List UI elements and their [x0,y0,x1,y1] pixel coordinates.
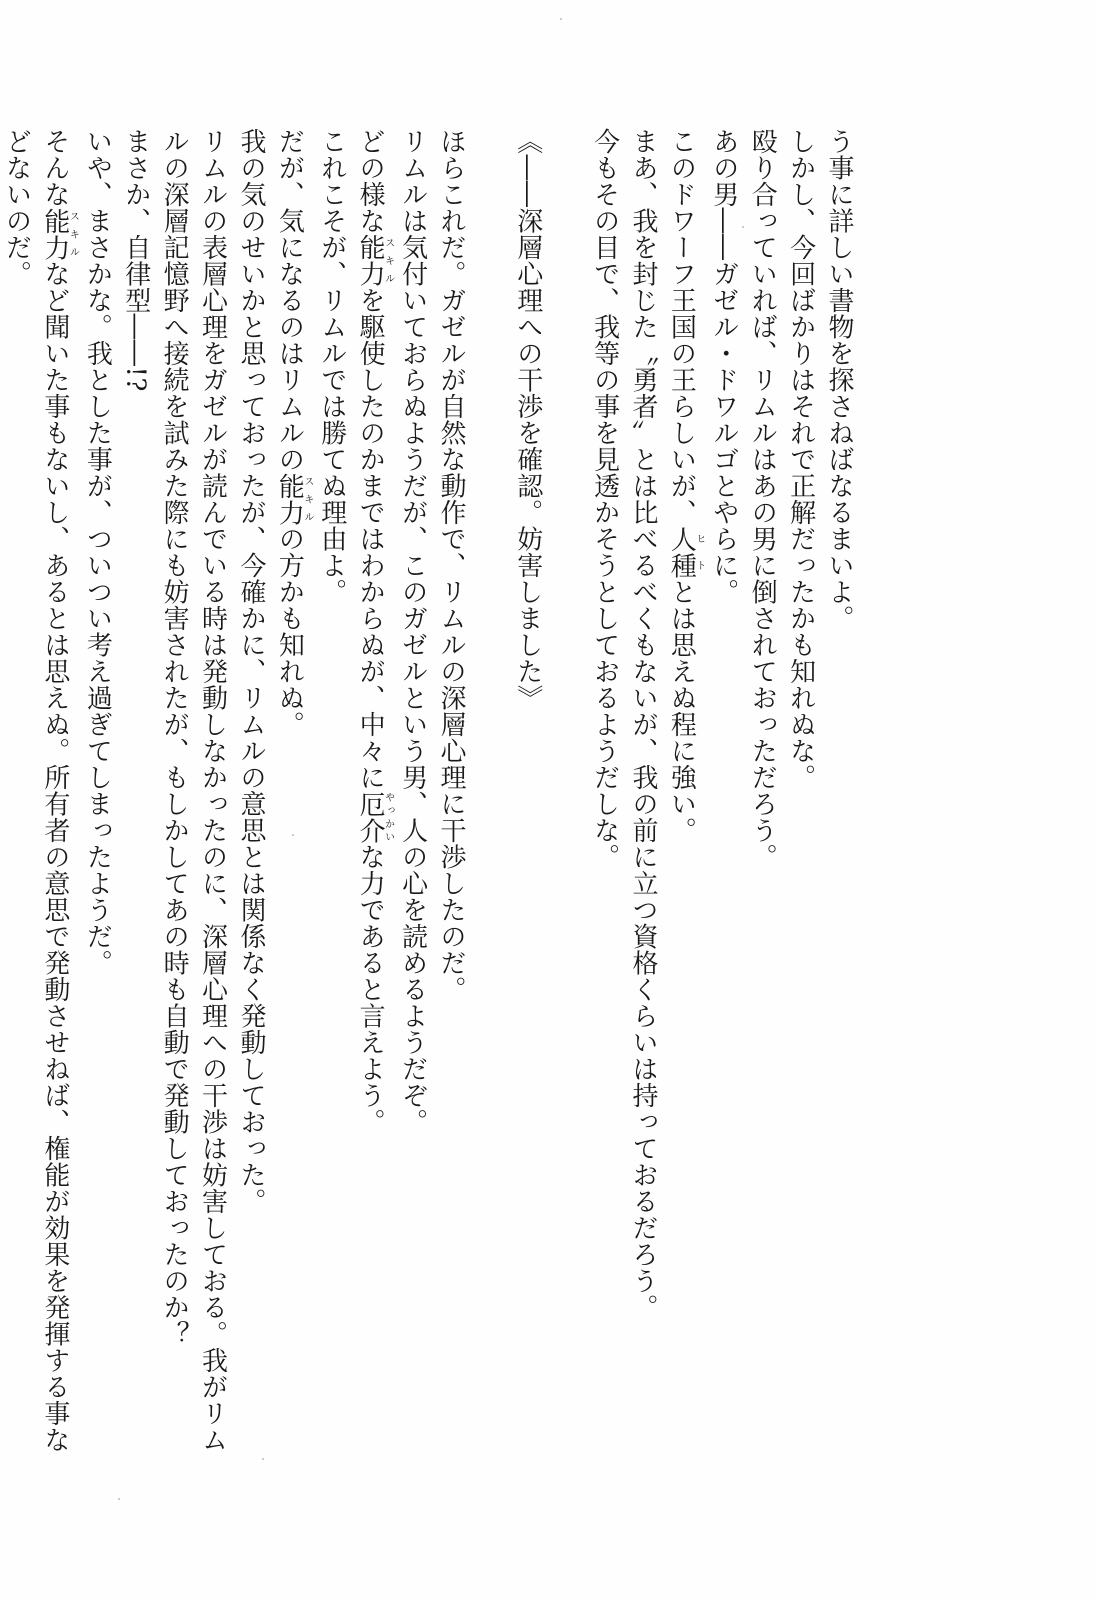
furigana: やっかい [382,790,394,844]
furigana: スキル [67,207,79,261]
text-line: リムルは気付いておらぬようだが、このガゼルという男、人の心を読めるようだぞ。 [397,128,428,1135]
blank-line [547,128,585,1568]
furigana: スキル [301,472,313,526]
text-line: まさか、自律型――!? [120,128,151,392]
furigana: ヒト [693,525,705,579]
paper-speck [560,18,562,20]
system-message-line: 《――深層心理への干渉を確認。妨害しました》 [512,128,543,711]
blank-line [470,128,508,1568]
text-line: どないのだ。 [1,128,32,287]
text-line: ほらこれだ。ガゼルが自然な動作で、リムルの深層心理に干渉したのだ。 [435,128,466,1003]
text-line: どの様な能力スキルを駆使したのかまではわからぬが、中々に厄介やっかいな力であると言えよう。 [355,128,394,1135]
text-line: だが、気になるのはリムルの能力スキルの方かも知れぬ。 [274,128,313,738]
text-line: ルの深層記憶野へ接続を試みた際にも妨害されたが、もしかしてあの時も自動で発動しておったのか？ [159,128,190,1347]
text-line: 今もその目で、我等の事を見透かそうとしておるようだしな。 [589,128,620,870]
text-line: 我の気のせいかと思っておったが、今確かに、リムルの意思とは関係なく発動しておった。 [235,128,266,1215]
text-line: いや、まさかな。我とした事が、ついつい考え過ぎてしまったようだ。 [82,128,113,976]
text-line: う事に詳しい書物を探さねばなるまいよ。 [824,128,854,632]
text-line: まあ、我を封じた〝勇者〟とは比べるべくもないが、我の前に立つ資格くらいは持っておるだろう。 [627,128,658,1321]
text-line: リムルの表層心理をガゼルが読んでいる時は発動しなかったのに、深層心理への干渉は妨害しておる。我がリム [197,128,228,1453]
furigana: スキル [382,234,394,287]
text-line: これこそが、リムルでは勝てぬ理由よ。 [316,128,347,605]
text-line: このドワーフ王国の王らしいが、人種ヒトとは思えぬ程に強い。 [666,128,705,844]
text-line: しかし、今回ばかりはそれで正解だったかも知れぬな。 [785,128,816,791]
text-line: そんな能力スキルなど聞いた事もないし、あるとは思えぬ。所有者の意思で発動させねば、権能が効果を発揮する事な [39,128,79,1453]
vertical-text-body [0,128,858,1568]
text-line: あの男――ガゼル・ドワルゴとやらに。 [708,128,739,605]
text-line: 殴り合っていれば、リムルはあの男に倒されておっただろう。 [747,128,778,870]
